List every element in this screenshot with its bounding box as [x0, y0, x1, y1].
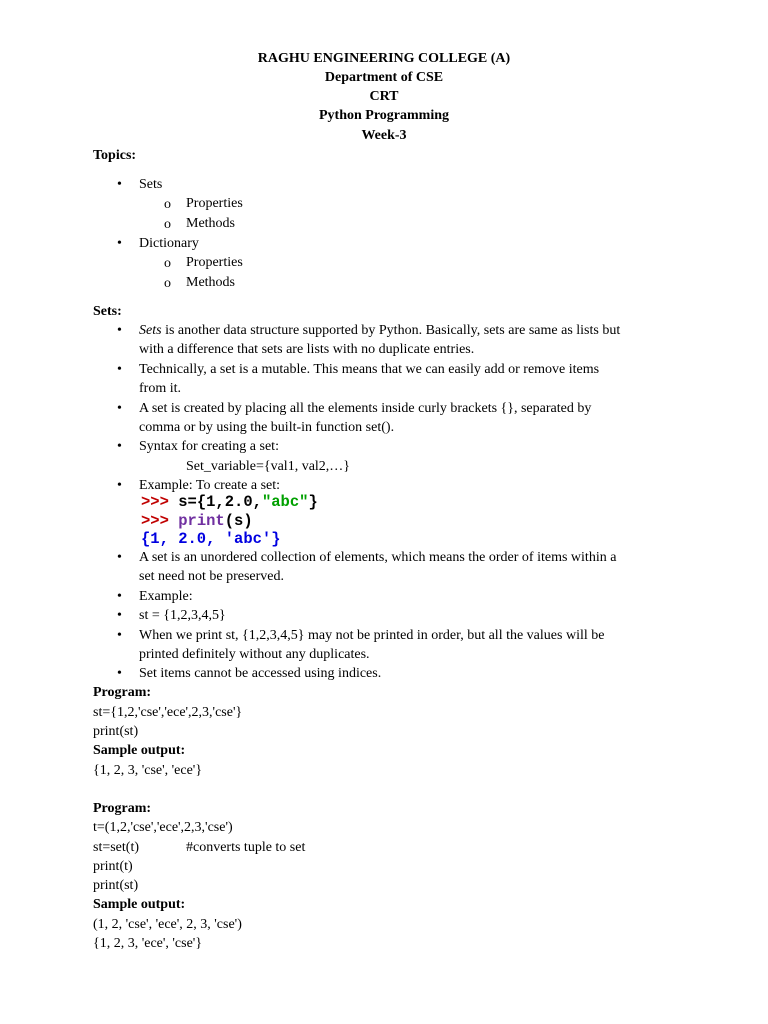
bullet-icon: • — [117, 589, 122, 604]
program2-line-1: t=(1,2,'cse','ece',2,3,'cse') — [93, 820, 233, 835]
sets-bullet-7: Example: — [139, 589, 193, 604]
program-name: CRT — [369, 89, 399, 104]
subject-name: Python Programming — [318, 108, 449, 123]
sample-output-heading: Sample output: — [93, 897, 186, 912]
topic-sets-properties: Properties — [186, 196, 243, 211]
sets-bullet-9: When we print st, {1,2,3,4,5} may not be printed in order, but all the values will be — [139, 628, 605, 643]
sets-bullet-5: Example: To create a set: — [139, 478, 281, 493]
program1-line-1: st={1,2,'cse','ece',2,3,'cse'} — [93, 705, 243, 720]
week-label: Week-3 — [361, 128, 407, 143]
sets-bullet-3-cont: comma or by using the built-in function set(). — [139, 420, 395, 435]
sets-bullet-8: st = {1,2,3,4,5} — [139, 608, 226, 623]
program2-output-2: {1, 2, 3, 'ece', 'cse'} — [93, 936, 203, 951]
bullet-icon: • — [117, 628, 122, 643]
program2-line-3: print(t) — [93, 859, 133, 874]
sets-bullet-4: Syntax for creating a set: — [139, 439, 279, 454]
program-heading: Program: — [93, 685, 152, 700]
program1-output: {1, 2, 3, 'cse', 'ece'} — [93, 763, 203, 778]
program2-comment: #converts tuple to set — [186, 840, 306, 855]
bullet-icon: • — [117, 608, 122, 623]
code-output: {1, 2.0, 'abc'} — [141, 530, 281, 548]
department-name: Department of CSE — [324, 70, 444, 85]
sub-bullet-icon: o — [164, 197, 171, 212]
program1-line-2: print(st) — [93, 724, 139, 739]
bullet-icon: • — [117, 439, 122, 454]
prompt: >>> — [141, 512, 179, 530]
bullet-icon: • — [117, 177, 122, 192]
topic-sets: Sets — [139, 177, 163, 192]
sets-bullet-2-cont: from it. — [139, 381, 181, 396]
bullet-icon: • — [117, 323, 122, 338]
topic-dictionary: Dictionary — [139, 236, 199, 251]
sets-bullet-9-cont: printed definitely without any duplicates. — [139, 647, 370, 662]
prompt: >>> — [141, 493, 179, 511]
bullet-icon: • — [117, 362, 122, 377]
college-name: RAGHU ENGINEERING COLLEGE (A) — [257, 51, 511, 66]
sets-bullet-1-cont: with a difference that sets are lists with no duplicate entries. — [139, 342, 475, 357]
sets-bullet-2: Technically, a set is a mutable. This means that we can easily add or remove items — [139, 362, 600, 377]
topic-sets-methods: Methods — [186, 216, 235, 231]
topics-heading: Topics: — [93, 148, 137, 163]
sets-bullet-6-cont: set need not be preserved. — [139, 569, 284, 584]
sets-emphasis: Sets — [139, 323, 162, 338]
program2-line-4: print(st) — [93, 878, 139, 893]
topic-dictionary-methods: Methods — [186, 275, 235, 290]
bullet-icon: • — [117, 478, 122, 493]
program2-output-1: (1, 2, 'cse', 'ece', 2, 3, 'cse') — [93, 917, 242, 932]
sets-bullet-6: A set is an unordered collection of elements, which means the order of items within a — [139, 550, 617, 565]
program-heading: Program: — [93, 801, 152, 816]
topic-dictionary-properties: Properties — [186, 255, 243, 270]
bullet-icon: • — [117, 236, 122, 251]
sets-bullet-1: Sets is another data structure supported by Python. Basically, sets are same as lists but — [139, 323, 621, 338]
sub-bullet-icon: o — [164, 256, 171, 271]
print-keyword: print — [178, 512, 225, 530]
code-line-2: >>> print(s) — [141, 512, 253, 530]
code-line-1: >>> s={1,2.0,"abc"} — [141, 493, 318, 511]
bullet-icon: • — [117, 666, 122, 681]
string-literal: "abc" — [261, 493, 309, 511]
bullet-icon: • — [117, 401, 122, 416]
sub-bullet-icon: o — [164, 276, 171, 291]
bullet-icon: • — [117, 550, 122, 565]
sub-bullet-icon: o — [164, 217, 171, 232]
program2-line-2: st=set(t) — [93, 840, 139, 855]
sets-bullet-3: A set is created by placing all the elements inside curly brackets {}, separated by — [139, 401, 592, 416]
sets-heading: Sets: — [93, 304, 122, 319]
sample-output-heading: Sample output: — [93, 743, 186, 758]
set-syntax: Set_variable={val1, val2,…} — [186, 459, 351, 474]
sets-bullet-10: Set items cannot be accessed using indices. — [139, 666, 382, 681]
